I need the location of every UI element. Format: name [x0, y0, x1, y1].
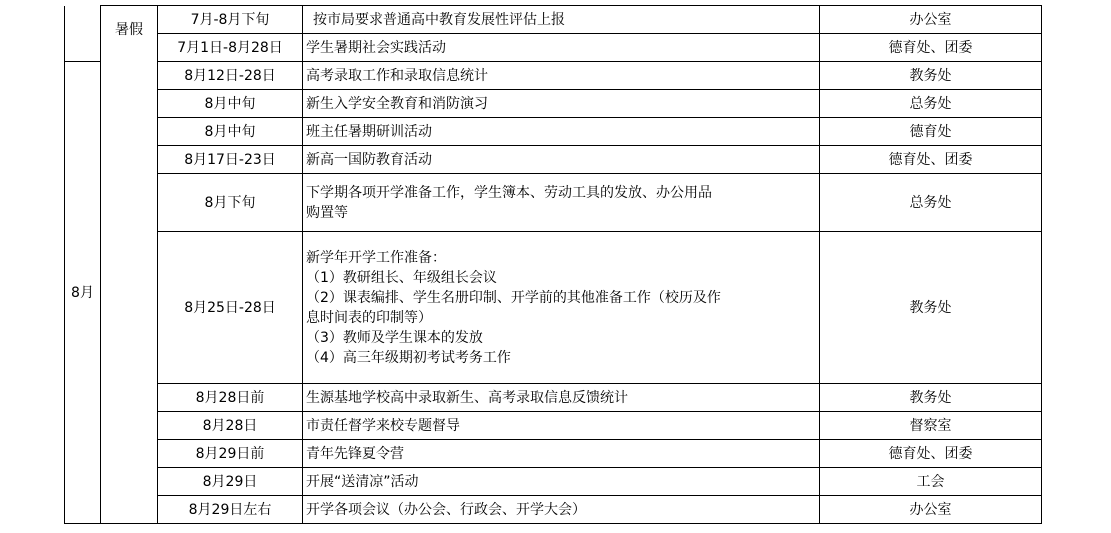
table-row [65, 468, 1042, 496]
task-line: （4）高三年级期初考试考务工作 [306, 349, 511, 366]
table-row [65, 232, 1042, 384]
task-line: （1）教研组长、年级组长会议 [306, 269, 497, 286]
time-cell: 8月28日前 [158, 384, 303, 412]
month-cell-prev [65, 6, 101, 62]
task-cell [303, 232, 820, 384]
task-cell [303, 174, 820, 232]
dept-cell: 德育处、团委 [820, 440, 1042, 468]
dept-cell: 德育处、团委 [820, 146, 1042, 174]
time-cell: 8月29日前 [158, 440, 303, 468]
dept-cell: 德育处 [820, 118, 1042, 146]
schedule-table [64, 5, 1042, 524]
table-row [65, 174, 1042, 232]
table-row [65, 6, 1042, 34]
task-line: 购置等 [306, 204, 348, 221]
dept-cell: 教务处 [820, 232, 1042, 384]
dept-cell: 总务处 [820, 90, 1042, 118]
month-cell [65, 62, 101, 524]
dept-cell: 工会 [820, 468, 1042, 496]
period-label: 暑假 [115, 22, 143, 38]
task-line: （2）课表编排、学生名册印制、开学前的其他准备工作（校历及作 [306, 289, 721, 306]
task-cell: 新生入学安全教育和消防演习 [303, 90, 820, 118]
task-cell: 新高一国防教育活动 [303, 146, 820, 174]
table-row [65, 384, 1042, 412]
table-row [65, 118, 1042, 146]
time-cell: 8月25日-28日 [158, 232, 303, 384]
dept-cell: 办公室 [820, 6, 1042, 34]
task-cell: 青年先锋夏令营 [303, 440, 820, 468]
table-row [65, 412, 1042, 440]
time-cell: 8月29日 [158, 468, 303, 496]
dept-cell: 总务处 [820, 174, 1042, 232]
task-cell: 开展“送清凉”活动 [303, 468, 820, 496]
task-cell: 学生暑期社会实践活动 [303, 34, 820, 62]
month-label: 8月 [71, 284, 94, 301]
dept-cell: 教务处 [820, 62, 1042, 90]
task-cell: 高考录取工作和录取信息统计 [303, 62, 820, 90]
task-line: （3）教师及学生课本的发放 [306, 329, 483, 346]
dept-cell: 督察室 [820, 412, 1042, 440]
task-line: 新学年开学工作准备： [306, 249, 446, 266]
task-line: 息时间表的印制等） [306, 309, 432, 326]
table-row [65, 440, 1042, 468]
time-cell: 8月12日-28日 [158, 62, 303, 90]
period-cell [101, 6, 158, 524]
task-cell: 市责任督学来校专题督导 [303, 412, 820, 440]
time-cell: 8月28日 [158, 412, 303, 440]
dept-cell: 办公室 [820, 496, 1042, 524]
task-cell: 按市局要求普通高中教育发展性评估上报 [303, 6, 820, 34]
time-cell: 8月中旬 [158, 90, 303, 118]
table-row [65, 146, 1042, 174]
time-cell: 7月1日-8月28日 [158, 34, 303, 62]
time-cell: 8月17日-23日 [158, 146, 303, 174]
table-row [65, 34, 1042, 62]
table-row [65, 90, 1042, 118]
task-cell: 开学各项会议（办公会、行政会、开学大会） [303, 496, 820, 524]
dept-cell: 教务处 [820, 384, 1042, 412]
table-row [65, 496, 1042, 524]
time-cell: 8月29日左右 [158, 496, 303, 524]
dept-cell: 德育处、团委 [820, 34, 1042, 62]
time-cell: 8月下旬 [158, 174, 303, 232]
task-cell: 生源基地学校高中录取新生、高考录取信息反馈统计 [303, 384, 820, 412]
time-cell: 7月-8月下旬 [158, 6, 303, 34]
task-line: 下学期各项开学准备工作，学生簿本、劳动工具的发放、办公用品 [306, 184, 712, 201]
table-row [65, 62, 1042, 90]
task-cell: 班主任暑期研训活动 [303, 118, 820, 146]
time-cell: 8月中旬 [158, 118, 303, 146]
